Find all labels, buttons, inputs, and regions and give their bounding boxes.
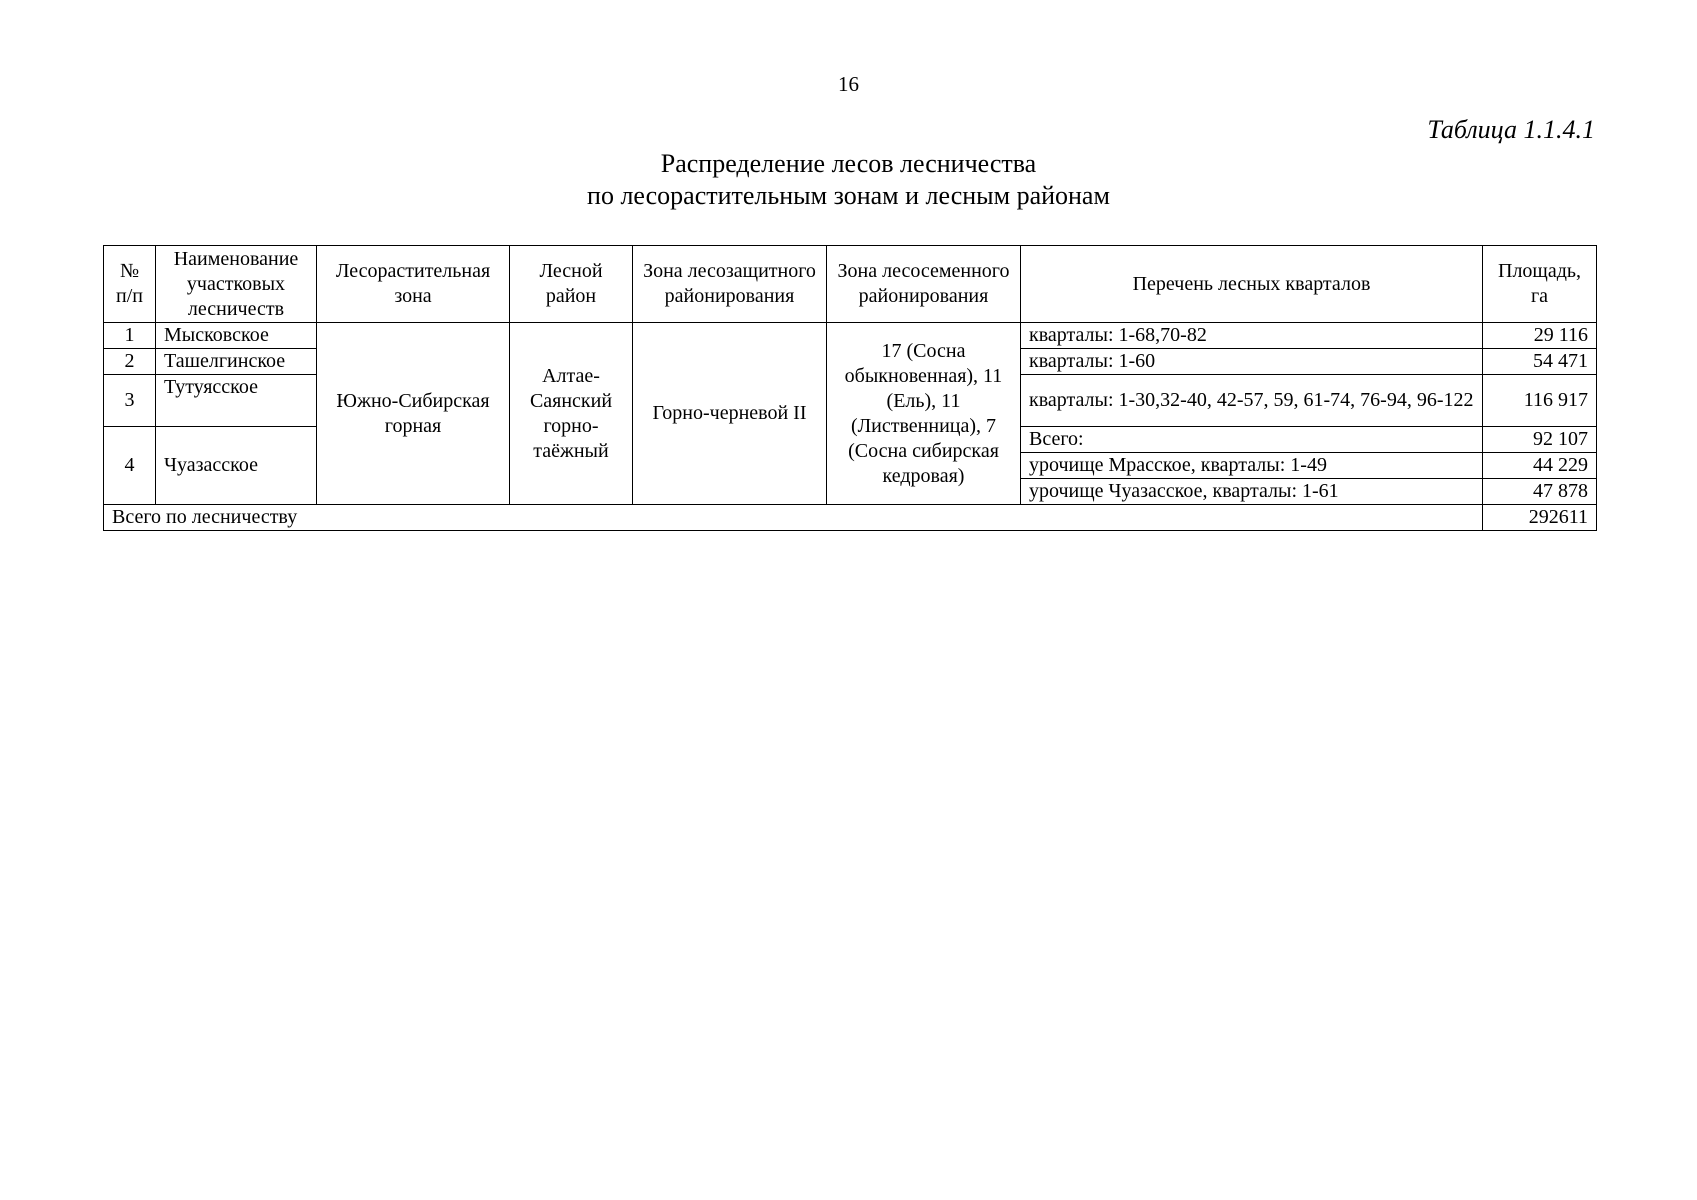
header-name: Наименование участковых лесничеств [156, 246, 317, 323]
title-line-1: Распределение лесов лесничества [660, 149, 1037, 178]
header-seed-zone: Зона лесосеменного районирования [827, 246, 1021, 323]
cell-quarters: Всего: [1021, 427, 1483, 453]
cell-area: 44 229 [1483, 453, 1597, 479]
header-num: № п/п [104, 246, 156, 323]
total-area: 292611 [1483, 505, 1597, 531]
cell-quarters: кварталы: 1-60 [1021, 349, 1483, 375]
cell-area: 54 471 [1483, 349, 1597, 375]
cell-area: 92 107 [1483, 427, 1597, 453]
cell-num: 1 [104, 323, 156, 349]
page-number: 16 [838, 72, 859, 96]
header-protect-zone: Зона лесозащитного районирования [633, 246, 827, 323]
cell-name: Чуазасское [156, 427, 317, 505]
cell-forest-district: Алтае-Саянский горно-таёжный [510, 323, 633, 505]
cell-quarters: кварталы: 1-68,70-82 [1021, 323, 1483, 349]
cell-area: 47 878 [1483, 479, 1597, 505]
cell-quarters: кварталы: 1-30,32-40, 42-57, 59, 61-74, 76-94, 96-122 [1021, 375, 1483, 427]
cell-protect-zone: Горно-черневой II [633, 323, 827, 505]
cell-name: Тутуясское [156, 375, 317, 427]
cell-name: Ташелгинское [156, 349, 317, 375]
cell-quarters: урочище Чуазасское, кварталы: 1-61 [1021, 479, 1483, 505]
cell-num: 3 [104, 375, 156, 427]
cell-num: 2 [104, 349, 156, 375]
forest-distribution-table [103, 245, 1597, 531]
header-forest-district: Лесной район [510, 246, 633, 323]
header-area: Площадь, га [1483, 246, 1597, 323]
cell-quarters: урочище Мрасское, кварталы: 1-49 [1021, 453, 1483, 479]
header-row [104, 246, 1597, 323]
cell-seed-zone: 17 (Сосна обыкновенная), 11 (Ель), 11 (Лиственница), 7 (Сосна сибирская кедровая) [827, 323, 1021, 505]
table-row [104, 323, 1597, 349]
total-row [104, 505, 1597, 531]
table-label: Таблица 1.1.4.1 [1427, 115, 1595, 144]
header-veg-zone: Лесорастительная зона [317, 246, 510, 323]
header-quarters: Перечень лесных кварталов [1021, 246, 1483, 323]
title-line-2: по лесорастительным зонам и лесным районам [587, 181, 1110, 210]
cell-area: 116 917 [1483, 375, 1597, 427]
total-label: Всего по лесничеству [104, 505, 1483, 531]
cell-name: Мысковское [156, 323, 317, 349]
cell-area: 29 116 [1483, 323, 1597, 349]
page-title [0, 148, 1697, 212]
cell-num: 4 [104, 427, 156, 505]
cell-veg-zone: Южно-Сибирская горная [317, 323, 510, 505]
